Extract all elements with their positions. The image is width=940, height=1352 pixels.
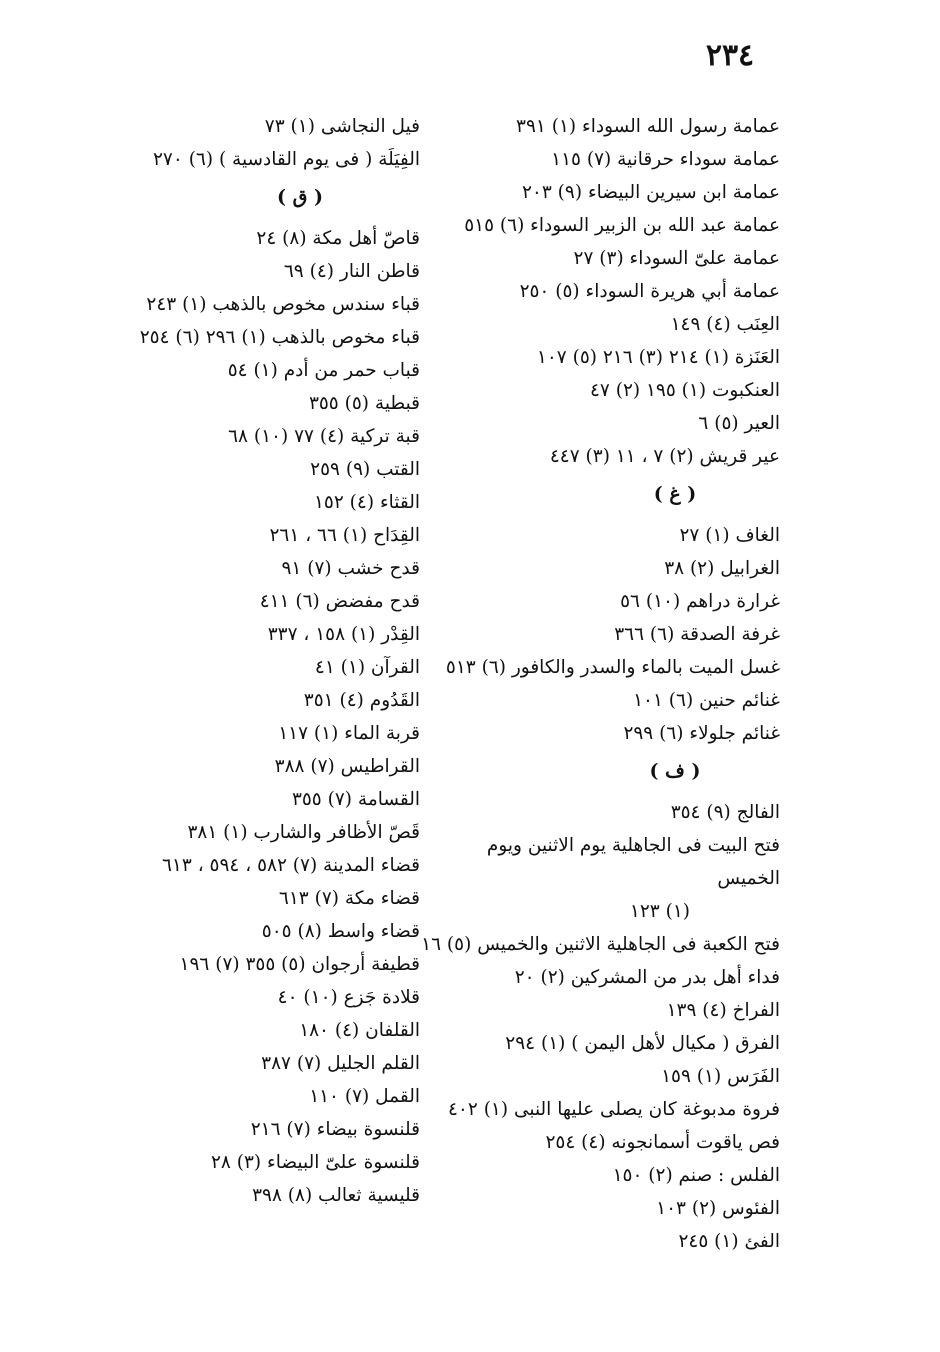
right-index-column xyxy=(421,110,780,1258)
index-entry: القراطيس (٧) ٣٨٨ xyxy=(274,756,420,777)
index-entry: عمامة رسول الله السوداء (١) ٣٩١ xyxy=(516,116,780,137)
index-entry: القِدْر (١) ١٥٨ ، ٣٣٧ xyxy=(267,624,420,645)
page-number: ٢٣٤ xyxy=(705,38,755,73)
index-entry: قضاء مكة (٧) ٦١٣ xyxy=(278,888,420,909)
index-entry: عمامة سوداء حرقانية (٧) ١١٥ xyxy=(551,149,780,170)
entry-line-continuation: (١) ١٢٣ xyxy=(629,901,690,922)
index-entry: قلنسوة علىّ البيضاء (٣) ٢٨ xyxy=(211,1152,420,1173)
index-entry: قليسية ثعالب (٨) ٣٩٨ xyxy=(252,1185,420,1206)
index-entry: القِدَاح (١) ٦٦ ، ٢٦١ xyxy=(269,525,420,546)
index-entry: غرارة دراهم (١٠) ٥٦ xyxy=(620,591,780,612)
index-entry: فداء أهل بدر من المشركين (٢) ٢٠ xyxy=(514,967,780,988)
index-entry: قربة الماء (١) ١١٧ xyxy=(278,723,420,744)
entry-line: فتح البيت فى الجاهلية يوم الاثنين ويوم الخميس xyxy=(486,835,780,889)
index-entry: الفَرَس (١) ١٥٩ xyxy=(661,1066,780,1087)
index-entry: قبة تركية (٤) ٧٧ (١٠) ٦٨ xyxy=(228,426,420,447)
index-entry: عمامة ابن سيرين البيضاء (٩) ٢٠٣ xyxy=(521,182,780,203)
index-entry: فروة مدبوغة كان يصلى عليها النبى (١) ٤٠٢ xyxy=(448,1099,780,1120)
index-entry: عمامة أبي هريرة السوداء (٥) ٢٥٠ xyxy=(519,281,780,302)
index-entry: قباب حمر من أدم (١) ٥٤ xyxy=(227,360,420,381)
index-entry: العنكبوت (١) ١٩٥ (٢) ٤٧ xyxy=(589,380,780,401)
index-entry: قباء سندس مخوص بالذهب (١) ٢٤٣ xyxy=(146,294,420,315)
index-entry-multiline xyxy=(450,829,780,928)
index-entry: الفالج (٩) ٣٥٤ xyxy=(670,802,780,823)
index-entry: قلنسوة بيضاء (٧) ٢١٦ xyxy=(250,1119,420,1140)
index-entry: الفرق ( مكيال لأهل اليمن ) (١) ٢٩٤ xyxy=(505,1033,780,1054)
index-entry: عير قريش (٢) ٧ ، ١١ (٣) ٤٤٧ xyxy=(549,446,780,467)
index-entry: القلفان (٤) ١٨٠ xyxy=(299,1020,420,1041)
section-header-fa: ( ف ) xyxy=(649,760,701,782)
index-entry: العير (٥) ٦ xyxy=(698,413,780,434)
index-entry: الغرابيل (٢) ٣٨ xyxy=(664,558,780,579)
index-entry: فتح الكعبة فى الجاهلية الاثنين والخميس (٥) ١٦ xyxy=(421,934,780,955)
index-entry: العَنَزة (١) ٢١٤ (٣) ٢١٦ (٥) ١٠٧ xyxy=(536,347,780,368)
index-entry: غنائم جلولاء (٦) ٢٩٩ xyxy=(623,723,780,744)
index-entry: العِنَب (٤) ١٤٩ xyxy=(670,314,780,335)
section-header-qaf: ( ق ) xyxy=(277,186,323,208)
index-entry: الفئ (١) ٢٤٥ xyxy=(678,1231,780,1252)
index-entry: القلم الجليل (٧) ٣٨٧ xyxy=(261,1053,420,1074)
index-entry: غسل الميت بالماء والسدر والكافور (٦) ٥١٣ xyxy=(445,657,780,678)
index-entry: قضاء واسط (٨) ٥٠٥ xyxy=(261,921,420,942)
index-entry: فيل النجاشى (١) ٧٣ xyxy=(264,116,420,137)
index-entry: القمل (٧) ١١٠ xyxy=(309,1086,420,1107)
index-entry: قلادة جَزع (١٠) ٤٠ xyxy=(277,987,420,1008)
index-entry: قباء مخوص بالذهب (١) ٢٩٦ (٦) ٢٥٤ xyxy=(139,327,420,348)
index-entry: قدح خشب (٧) ٩١ xyxy=(281,558,420,579)
index-entry: فص ياقوت أسمانجونه (٤) ٢٥٤ xyxy=(545,1132,780,1153)
index-entry: قاطن النار (٤) ٦٩ xyxy=(283,261,420,282)
index-entry: الفلس : صنم (٢) ١٥٠ xyxy=(612,1165,780,1186)
index-entry: القثاء (٤) ١٥٢ xyxy=(313,492,420,513)
index-entry: الغاف (١) ٢٧ xyxy=(679,525,780,546)
left-index-column xyxy=(20,110,420,1212)
index-entry: قضاء المدينة (٧) ٥٨٢ ، ٥٩٤ ، ٦١٣ xyxy=(162,855,420,876)
index-entry: القتب (٩) ٢٥٩ xyxy=(310,459,420,480)
index-entry: عمامة علىّ السوداء (٣) ٢٧ xyxy=(573,248,780,269)
index-entry: قَصّ الأظافر والشارب (١) ٣٨١ xyxy=(187,822,420,843)
index-entry: القَدُوم (٤) ٣٥١ xyxy=(303,690,420,711)
index-entry: الفئوس (٢) ١٠٣ xyxy=(656,1198,780,1219)
index-entry: القرآن (١) ٤١ xyxy=(314,657,420,678)
index-entry: غرفة الصدقة (٦) ٣٦٦ xyxy=(614,624,780,645)
section-header-ghain: ( غ ) xyxy=(653,483,697,505)
index-entry: عمامة عبد الله بن الزبير السوداء (٦) ٥١٥ xyxy=(464,215,780,236)
index-entry: قبطية (٥) ٣٥٥ xyxy=(308,393,420,414)
index-entry: الفِيَلَة ( فى يوم القادسية ) (٦) ٢٧٠ xyxy=(153,149,420,170)
index-entry: غنائم حنين (٦) ١٠١ xyxy=(633,690,780,711)
index-entry: قطيفة أرجوان (٥) ٣٥٥ (٧) ١٩٦ xyxy=(179,954,420,975)
index-entry: قدح مفضض (٦) ٤١١ xyxy=(259,591,420,612)
index-entry: القسامة (٧) ٣٥٥ xyxy=(291,789,420,810)
index-entry: قاصّ أهل مكة (٨) ٢٤ xyxy=(256,228,420,249)
index-entry: الفراخ (٤) ١٣٩ xyxy=(666,1000,780,1021)
